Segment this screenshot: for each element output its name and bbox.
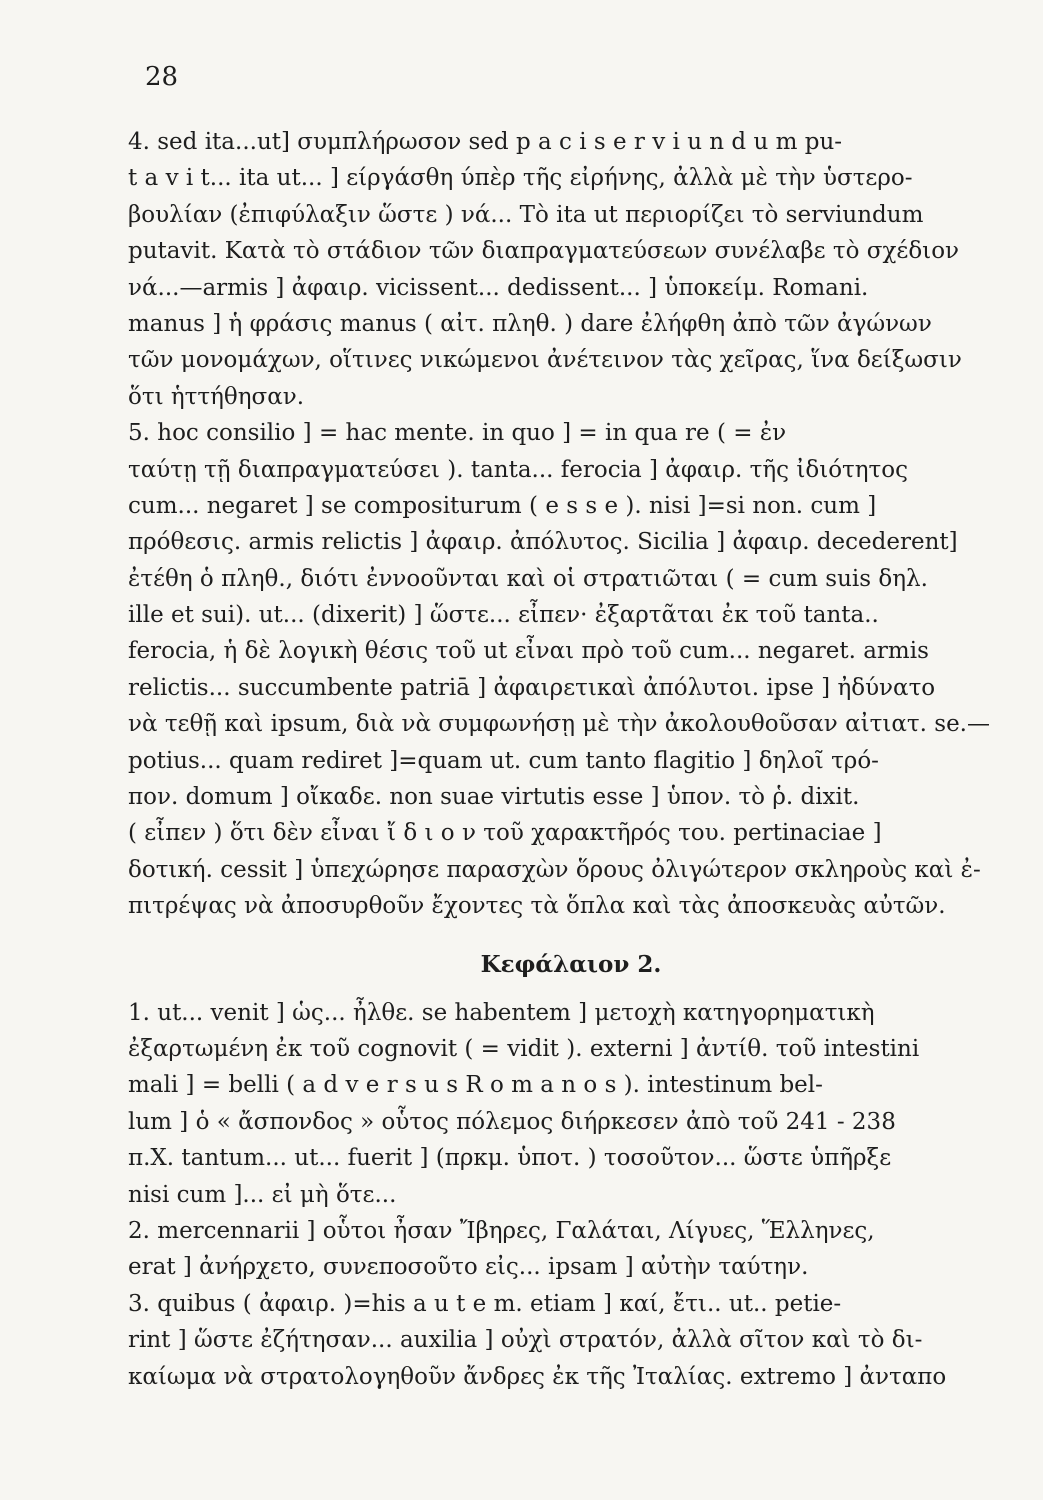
text-line: putavit. Κατὰ τὸ στάδιον τῶν διαπραγματεύσεων συνέλαβε τὸ σχέδιον xyxy=(128,238,960,265)
text-line: ferocia, ἡ δὲ λογικὴ θέσις τοῦ ut εἶναι πρὸ τοῦ cum... negaret. armis xyxy=(128,638,929,665)
text-line: π.Χ. tantum... ut... fuerit ] (πρκμ. ὑποτ. ) τοσοῦτον... ὥστε ὑπῆρξε xyxy=(128,1145,892,1172)
text-line: 1. ut... venit ] ὡς... ἦλθε. se habentem ] μετοχὴ κατηγορηματικὴ xyxy=(128,999,875,1026)
page-number: 28 xyxy=(145,62,179,92)
text-line: manus ] ἡ φράσις manus ( αἰτ. πληθ. ) dare ἐλήφθη ἀπὸ τῶν ἀγώνων xyxy=(128,310,932,337)
text-line: mali ] = belli ( a d v e r s u s R o m a n o s ). intestinum bel- xyxy=(128,1072,823,1099)
text-line: erat ] ἀνήρχετο, συνεποσοῦτο εἰς... ipsam ] αὐτὴν ταύτην. xyxy=(128,1254,809,1281)
text-line: νά...—armis ] ἀφαιρ. vicissent... dedissent... ] ὑποκείμ. Romani. xyxy=(128,274,869,301)
text-line: 4. sed ita...ut] συμπλήρωσον sed p a c i s e r v i u n d u m pu- xyxy=(128,129,843,155)
text-line: ἐξαρτωμένη ἐκ τοῦ cognovit ( = vidit ). externi ] ἀντίθ. τοῦ intestini xyxy=(128,1035,920,1062)
text-line: ille et sui). ut... (dixerit) ] ὥστε... εἶπεν· ἐξαρτᾶται ἐκ τοῦ tanta.. xyxy=(128,602,879,629)
text-line: nisi cum ]... εἰ μὴ ὅτε... xyxy=(128,1181,397,1208)
chapter-2-commentary xyxy=(128,995,1014,1395)
chapter-heading: Κεφάλαιον 2. xyxy=(480,950,662,978)
text-line: τῶν μονομάχων, οἵτινες νικώμενοι ἀνέτεινον τὰς χεῖρας, ἵνα δείξωσιν xyxy=(128,347,962,374)
chapter-1-commentary xyxy=(128,124,1014,925)
text-line: lum ] ὁ « ἄσπονδος » οὗτος πόλεμος διήρκεσεν ἀπὸ τοῦ 241 - 238 xyxy=(128,1108,896,1135)
text-line: νὰ τεθῇ καὶ ipsum, διὰ νὰ συμφωνήσῃ μὲ τὴν ἀκολουθοῦσαν αἰτιατ. se.— xyxy=(128,711,990,738)
text-line: καίωμα νὰ στρατολογηθοῦν ἄνδρες ἐκ τῆς Ἰταλίας. extremo ] ἀνταπο xyxy=(128,1363,947,1390)
text-line: relictis... succumbente patriā ] ἀφαιρετικαὶ ἀπόλυτοι. ipse ] ἠδύνατο xyxy=(128,674,936,701)
text-line: πρόθεσις. armis relictis ] ἀφαιρ. ἀπόλυτος. Sicilia ] ἀφαιρ. decederent] xyxy=(128,529,958,556)
text-line: ἐτέθη ὁ πληθ., διότι ἐννοοῦνται καὶ οἱ στρατιῶται ( = cum suis δηλ. xyxy=(128,565,928,592)
section-gap xyxy=(128,925,1014,935)
text-line: δοτική. cessit ] ὑπεχώρησε παρασχὼν ὅρους ὀλιγώτερον σκληροὺς καὶ ἐ- xyxy=(128,856,981,883)
text-line: 5. hoc consilio ] = hac mente. in quo ] = in qua re ( = ἐν xyxy=(128,420,787,447)
text-line: 3. quibus ( ἀφαιρ. )=his a u t e m. etiam ] καί, ἔτι.. ut.. petie- xyxy=(128,1290,842,1317)
text-line: t a v i t... ita ut... ] είργάσθη ύπὲρ τῆς εἰρήνης, ἀλλὰ μὲ τὴν ὑστερο- xyxy=(128,165,913,192)
text-line: βουλίαν (ἐπιφύλαξιν ὥστε ) νά... Τὸ ita ut περιορίζει τὸ serviundum xyxy=(128,201,924,228)
page-text xyxy=(128,124,1014,1395)
text-line: ταύτῃ τῇ διαπραγματεύσει ). tanta... ferocia ] ἀφαιρ. τῆς ἰδιότητος xyxy=(128,456,909,483)
text-line: potius... quam rediret ]=quam ut. cum tanto flagitio ] δηλοῖ τρό- xyxy=(128,747,879,774)
text-line: cum... negaret ] se compositurum ( e s s e ). nisi ]=si non. cum ] xyxy=(128,492,877,519)
text-line: ( εἶπεν ) ὅτι δὲν εἶναι ἴ δ ι ο ν τοῦ χαρακτῆρός του. pertinaciae ] xyxy=(128,820,882,847)
text-line: πιτρέψας νὰ ἀποσυρθοῦν ἔχοντες τὰ ὅπλα καὶ τὰς ἀποσκευὰς αὐτῶν. xyxy=(128,893,946,920)
text-line: 2. mercennarii ] οὗτοι ἦσαν Ἴβηρες, Γαλάται, Λίγυες, Ἕλληνες, xyxy=(128,1217,875,1244)
text-line: rint ] ὥστε ἐζήτησαν... auxilia ] οὐχὶ στρατόν, ἀλλὰ σῖτον καὶ τὸ δι- xyxy=(128,1327,923,1354)
text-line: πον. domum ] οἴκαδε. non suae virtutis esse ] ὑπον. τὸ ῥ. dixit. xyxy=(128,784,860,811)
text-line: ὅτι ἡττήθησαν. xyxy=(128,383,305,410)
